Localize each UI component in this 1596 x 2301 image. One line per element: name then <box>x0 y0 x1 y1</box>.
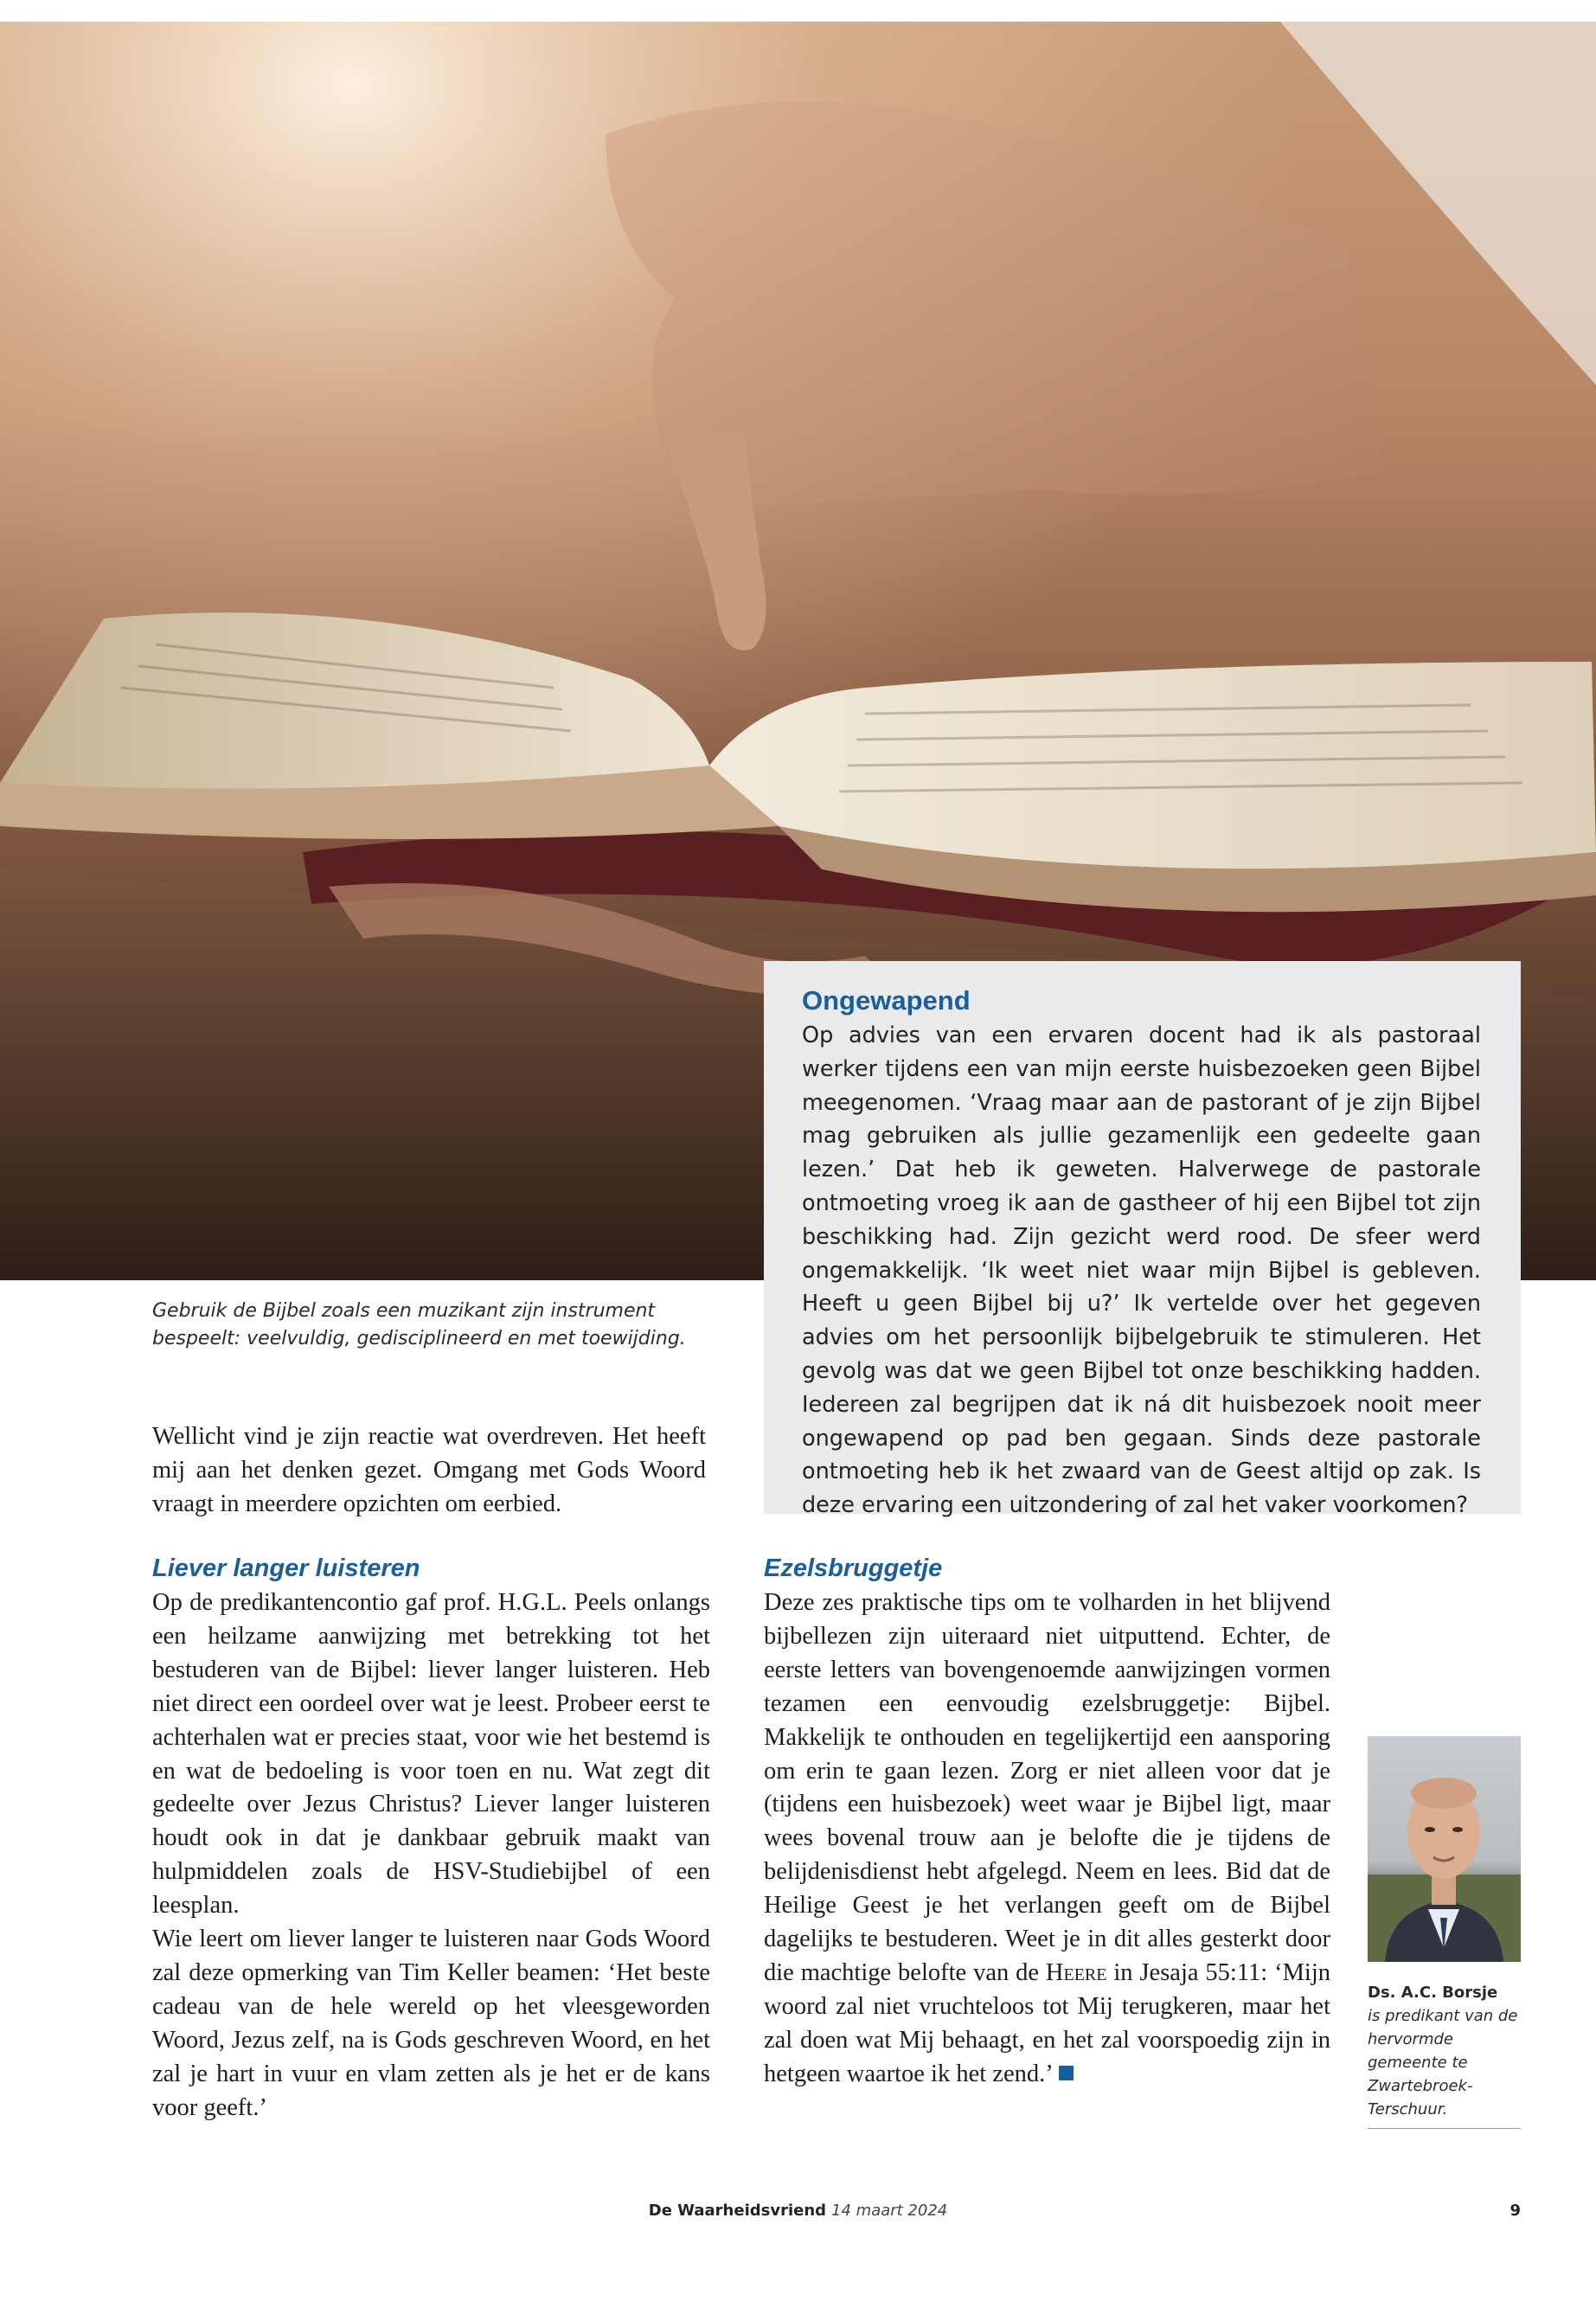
right-section-heading: Ezelsbruggetje <box>764 1554 943 1582</box>
left-section-para1: Op de predikantencontio gaf prof. H.G.L. Peels onlangs een heilzame aanwijzing met betrekking tot het bestuderen van de Bijbel: liever langer luisteren. Heb niet direct een oordeel over wat je leest. Probeer eerst te achterhalen wat er precies staat, voor wie het bestemd is en wat de bedoeling is voor toen en nu. Wat zegt dit gedeelte over Jezus Christus? Liever langer luisteren houdt ook in dat je dankbaar gebruik maakt van hulpmiddelen zoals de HSV-Studiebijbel of een leesplan. <box>152 1589 710 1920</box>
photo-caption: Gebruik de Bijbel zoals een muzikant zijn instrument bespeelt: veelvuldig, gedisciplineerd en met toewijding. <box>152 1300 686 1349</box>
left-section-para2: Wie leert om liever langer te luisteren naar Gods Woord zal deze opmerking van Tim Keller beamen: ‘Het beste cadeau van de hele wereld op het vleesgeworden Woord, Jezus zelf, na is Gods geschreven Woord, en het zal je hart in vuur en vlam zetten als je het er de kans voor geeft.’ <box>152 1926 710 2121</box>
author-photo-icon <box>1368 1736 1521 1962</box>
left-column <box>152 1552 710 2125</box>
box-text: Op advies van een ervaren docent had ik als pastoraal werker tijdens een van mijn eerste huisbezoeken geen Bijbel meegenomen. ‘Vraag maar aan de pastorant of je zijn Bijbel mag gebruiken als jullie gezamenlijk een gedeelte gaan lezen.’ Dat heb ik geweten. Halverwege de pastorale ontmoeting vroeg ik aan de gastheer of hij een Bijbel tot zijn beschikking had. Zijn gezicht werd rood. De sfeer werd ongemakkelijk. ‘Ik weet niet waar mijn Bijbel is gebleven. Heeft u geen Bijbel bij u?’ Ik vertelde over het gegeven advies om het persoonlijk bijbelgebruik te stimuleren. Het gevolg was dat we geen Bijbel tot onze beschikking hadden. Iedereen zal begrijpen dat ik ná dit huisbezoek nooit meer ongewapend op pad ben gegaan. Sinds deze pastorale ontmoeting heb ik het zwaard van de Geest altijd op zak. Is deze ervaring een uitzondering of zal het vaker voorkomen? <box>802 1022 1481 1519</box>
left-section-heading: Liever langer luisteren <box>152 1554 420 1582</box>
intro-text: Wellicht vind je zijn reactie wat overdreven. Het heeft mij aan het denken gezet. Omgang met Gods Woord vraagt in meerdere opzichten om eerbied. <box>152 1423 706 1517</box>
right-column <box>764 1552 1330 2092</box>
author-role: is predikant van de hervormde gemeente te Zwartebroek-Terschuur. <box>1368 2007 1518 2118</box>
author-portrait <box>1368 1736 1521 1962</box>
page-number: 9 <box>1509 2202 1521 2220</box>
author-bio <box>1368 1981 1521 2129</box>
right-text-before: Deze zes praktische tips om te volharden in het blijvend bijbellezen zijn uiteraard niet uitputtend. Echter, de eerste letters van bovengenoemde aanwijzingen vormen tezamen een eenvoudig ezelsbruggetje: Bijbel. Makkelijk te onthouden en tegelijkertijd een aansporing om erin te gaan lezen. Zorg er niet alleen voor dat je (tijdens een huisbezoek) weet waar je Bijbel ligt, maar wees bovenal trouw aan je belofte die je tijdens de belijdenisdienst hebt afgelegd. Neem en lees. Bid dat de Heilige Geest je het verlangen geeft om de Bijbel dagelijks te bestuderen. Weet je in dit alles gesterkt door die machtige belofte van de <box>764 1589 1330 1986</box>
lord-smallcaps: Heere <box>1045 1958 1107 1986</box>
intro-paragraph <box>152 1420 706 1522</box>
box-heading: Ongewapend <box>802 985 971 1016</box>
footer-magazine: De Waarheidsvriend <box>648 2202 827 2220</box>
page-footer <box>0 2201 1596 2221</box>
end-square-icon <box>1059 2066 1074 2080</box>
right-text-after: in Jesaja 55:11: ‘Mijn woord zal niet vruchteloos tot Mij terugkeren, maar het zal doen wat Mij behaagt, en het zal voorspoedig zijn in hetgeen waartoe ik het zend.’ <box>764 1958 1330 2087</box>
footer-date: 14 maart 2024 <box>831 2202 948 2220</box>
sidebar-box-ongewapend <box>764 961 1521 1519</box>
right-section-text <box>764 1586 1330 2092</box>
author-name: Ds. A.C. Borsje <box>1368 1984 1498 2002</box>
